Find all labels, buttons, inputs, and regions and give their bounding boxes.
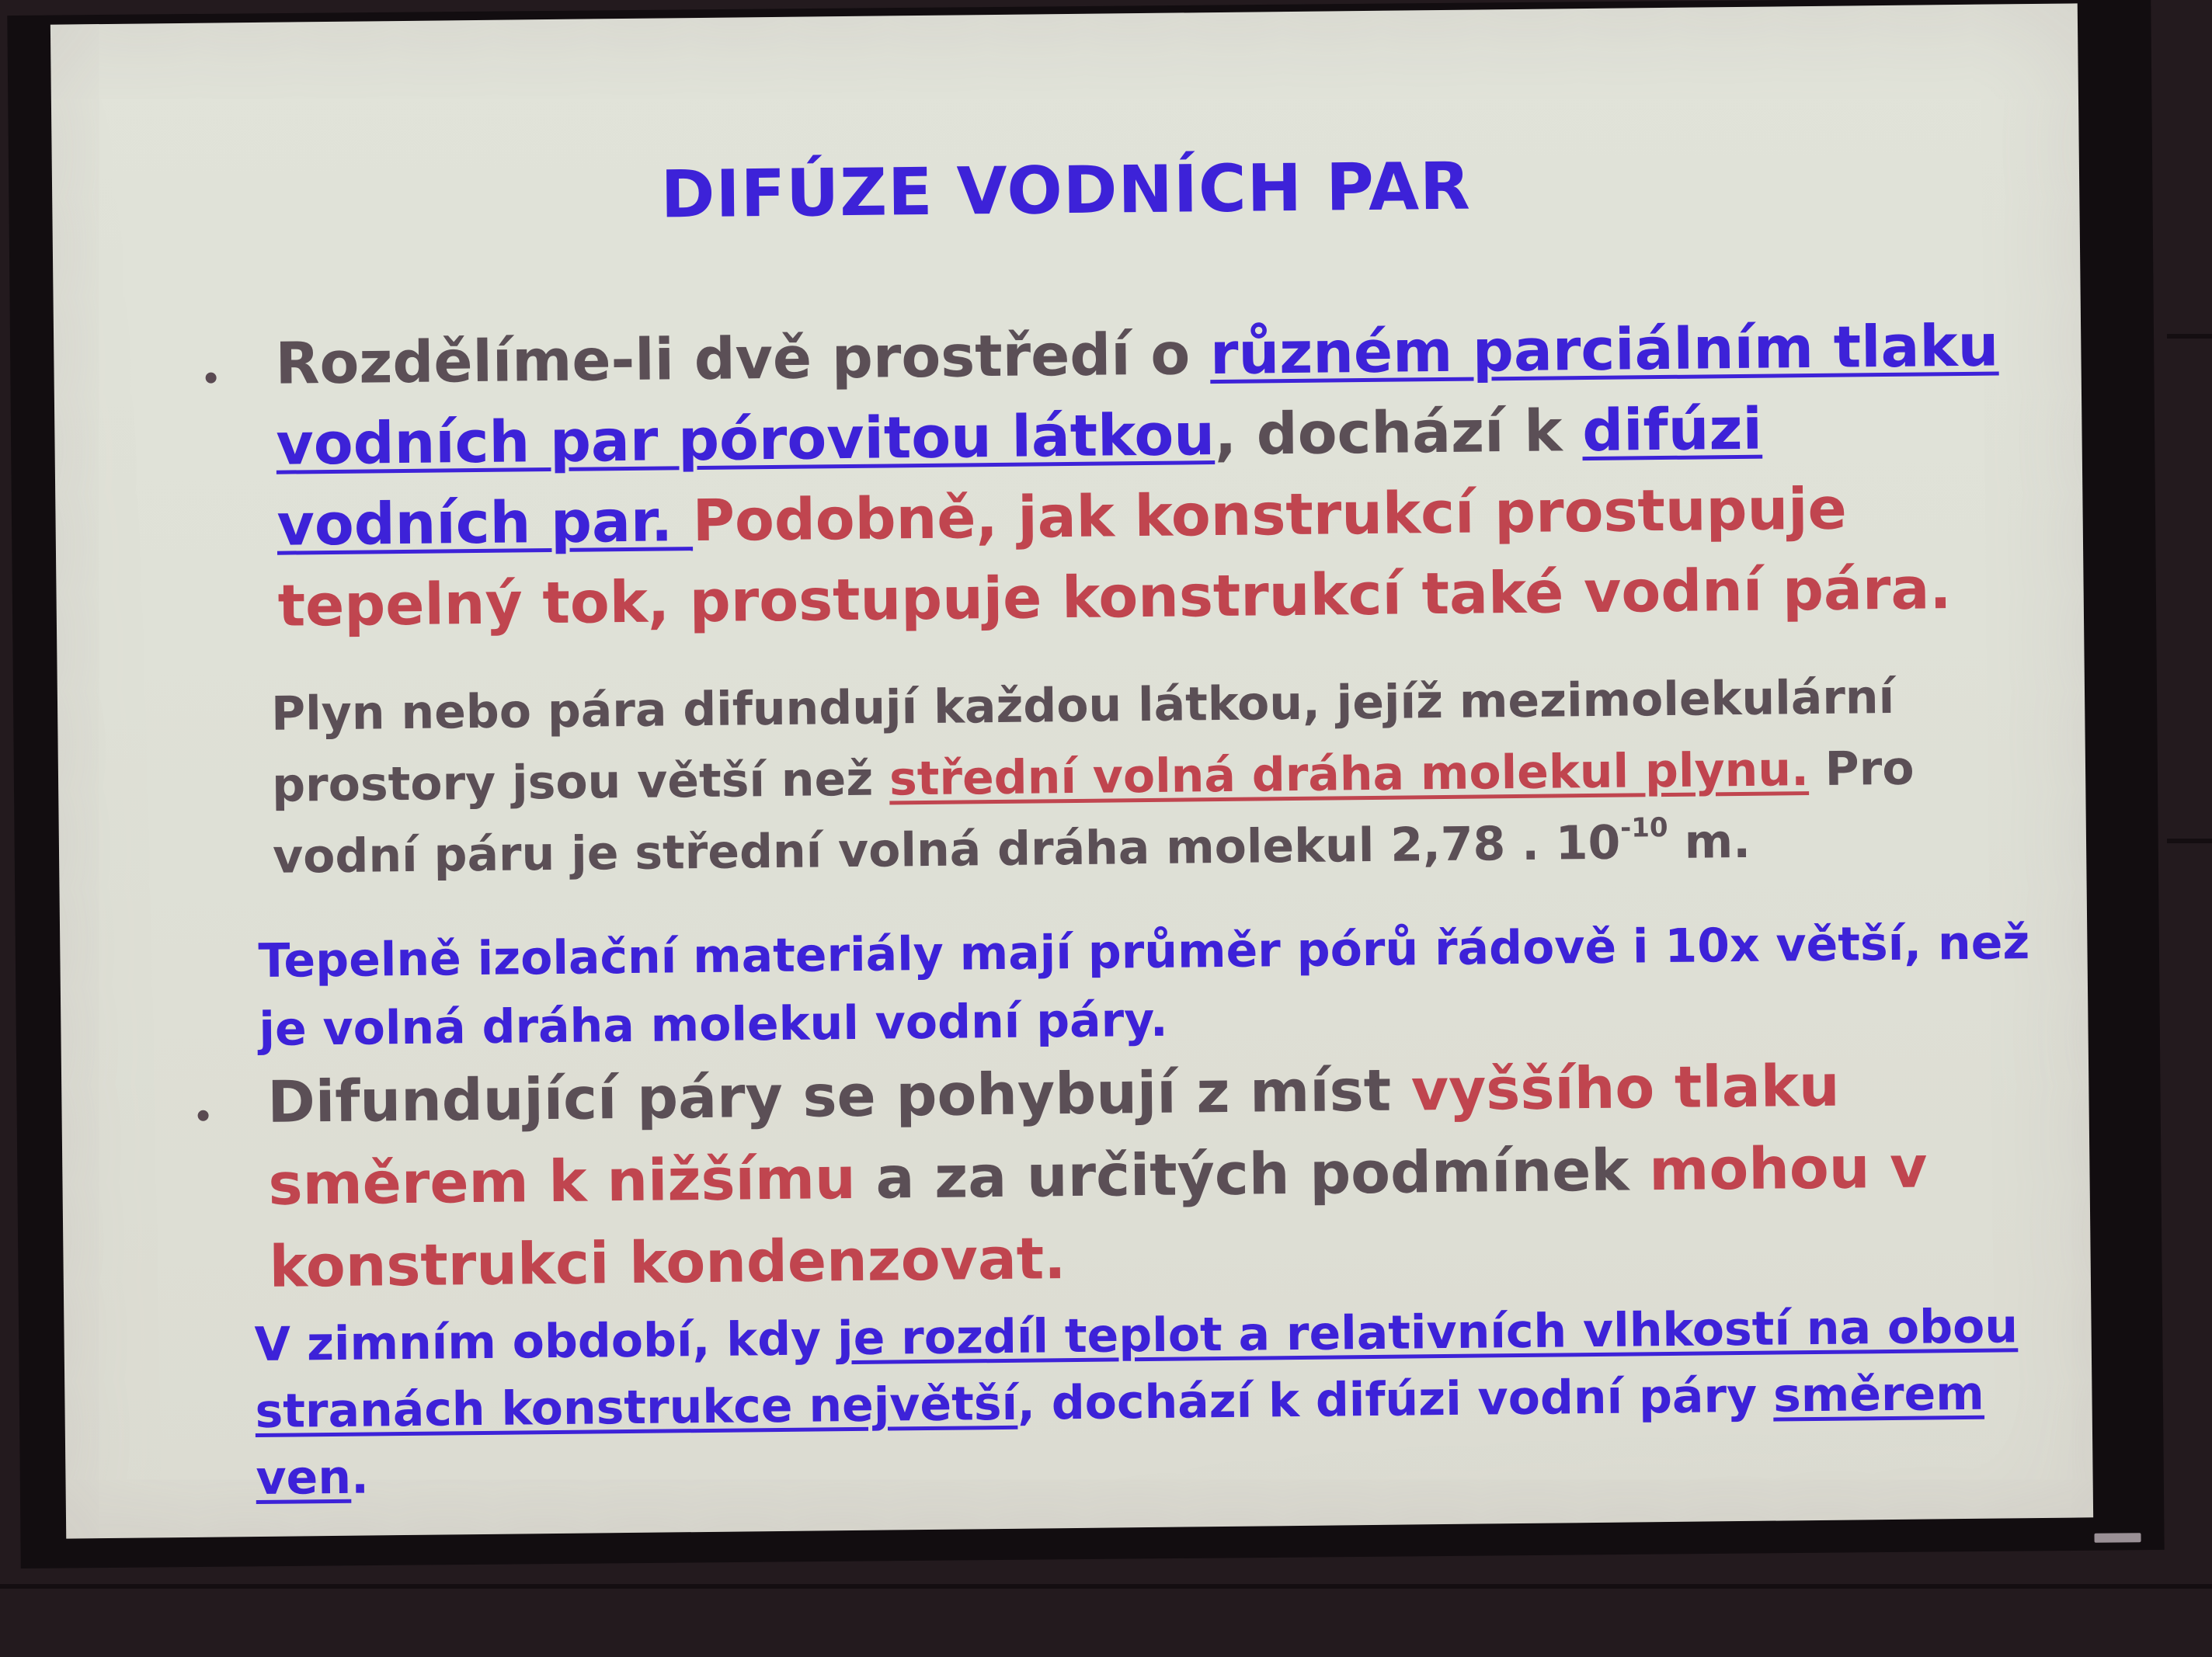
p5-text-occurs: , dochází k difúzi vodní páry bbox=[1017, 1368, 1774, 1431]
p2-text-unit: m. bbox=[1668, 814, 1751, 870]
projector-logo bbox=[2094, 1533, 2141, 1543]
slide-title: DIFÚZE VODNÍCH PAR bbox=[660, 148, 1472, 233]
paragraph-5 bbox=[254, 1293, 2043, 1512]
p5-text-outward: směrem ven bbox=[256, 1366, 1985, 1506]
presentation-slide bbox=[50, 3, 2093, 1538]
p2-text-intro: Plyn nebo pára difundují každou látkou, jejíž mezimolekulární prostory jsou větší než bbox=[270, 669, 1895, 813]
p3-text: Tepelně izolační materiály mají průměr pórů řádově i 10x větší, než je volná dráha molekul vodní páry. bbox=[258, 915, 2030, 1057]
p1-text-partial-pressure: různém parciálním tlaku vodních par pórovitou látkou bbox=[276, 312, 1999, 478]
paragraph-4 bbox=[267, 1043, 2056, 1308]
p4-text-intro: Difundující páry se pohybují z míst bbox=[266, 1057, 1412, 1136]
p4-text-conditions: a za určitých podmínek bbox=[855, 1137, 1650, 1212]
paragraph-2 bbox=[271, 660, 2060, 893]
p5-text-period: . bbox=[350, 1450, 370, 1505]
p4-text-condense: mohou v konstrukci kondenzovat. bbox=[269, 1134, 1928, 1301]
wall-seam-right bbox=[2167, 334, 2212, 339]
p1-text-occurs: , dochází k bbox=[1214, 398, 1583, 469]
bullet-point-1 bbox=[206, 373, 217, 384]
p1-text-diffusion: difúzi vodních par. bbox=[276, 395, 1763, 559]
wall-seam-bottom bbox=[0, 1584, 2212, 1589]
wall-seam-right-2 bbox=[2167, 839, 2212, 843]
p4-text-pressure: vyššího tlaku směrem k nižšímu bbox=[268, 1052, 1841, 1218]
paragraph-1 bbox=[275, 305, 2033, 647]
p2-text-mean-free-path: střední volná dráha molekul plynu. bbox=[889, 742, 1810, 807]
p1-text-intro: Rozdělíme-li dvě prostředí o bbox=[275, 321, 1211, 398]
p2-text-value: Pro vodní páru je střední volná dráha molekul 2,78 . 10 bbox=[272, 741, 1915, 884]
p1-text-analogy: Podobně, jak konstrukcí prostupuje tepelný tok, prostupuje konstrukcí také vodní pára. bbox=[277, 475, 1952, 640]
p2-text-exponent: -10 bbox=[1619, 811, 1668, 844]
bullet-point-2 bbox=[198, 1110, 209, 1121]
paragraph-3 bbox=[258, 908, 2046, 1064]
p5-text-intro: V zimním období, kdy bbox=[254, 1311, 838, 1373]
p5-text-difference: je rozdíl teplot a relativních vlhkostí na obou stranách konstrukce největší bbox=[255, 1299, 2019, 1440]
